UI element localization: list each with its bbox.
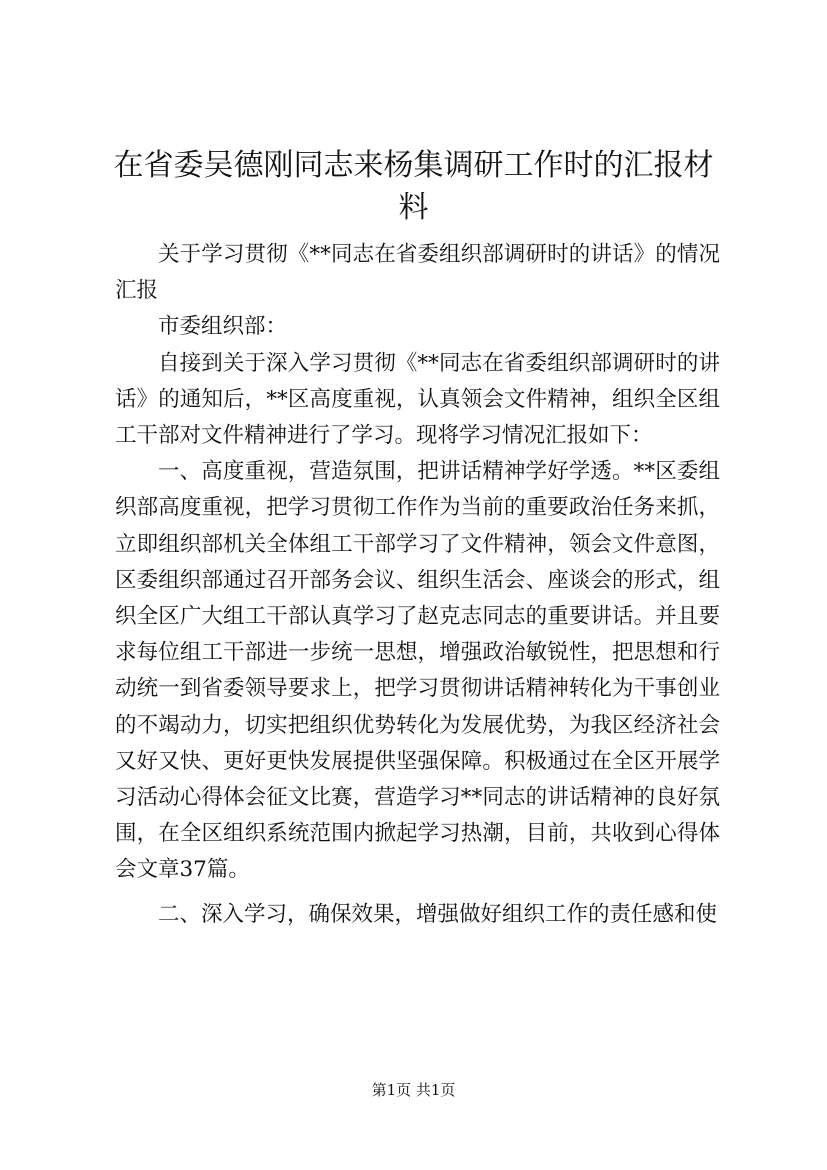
report-subject-paragraph: 关于学习贯彻《**同志在省委组织部调研时的讲话》的情况汇报: [115, 242, 720, 304]
document-title: 在省委吴德刚同志来杨集调研工作时的汇报材料: [113, 148, 714, 225]
intro-paragraph: 自接到关于深入学习贯彻《**同志在省委组织部调研时的讲话》的通知后，**区高度重视，认真领会文件精神，组织全区组工干部对文件精神进行了学习。现将学习情况汇报如下：: [115, 350, 720, 449]
section-two-paragraph: 二、深入学习，确保效果，增强做好组织工作的责任感和使: [158, 901, 718, 927]
recipient-paragraph: 市委组织部：: [158, 314, 288, 340]
section-one-paragraph: 一、高度重视，营造氛围，把讲话精神学好学透。**区委组织部高度重视，把学习贯彻工作作为当前的重要政治任务来抓，立即组织部机关全体组工干部学习了文件精神，领会文件意图，区委组织部通过召开部务会议、组织生活会、座谈会的形式，组织全区广大组工干部认真学习了赵克志同志的重要讲话。并且要求每位组工干部进一步统一思想，增强政治敏锐性，把思想和行动统一到省委领导要求上，把学习贯彻讲话精神转化为干事创业的不竭动力，切实把组织优势转化为发展优势，为我区经济社会又好又快、更好更快发展提供坚强保障。积极通过在全区开展学习活动心得体会征文比赛，营造学习**同志的讲话精神的良好氛围，在全区组织系统范围内掀起学习热潮，目前，共收到心得体会文章37篇。: [115, 459, 720, 883]
document-body: [115, 237, 720, 933]
page-footer: 第1页 共1页: [371, 1081, 456, 1099]
